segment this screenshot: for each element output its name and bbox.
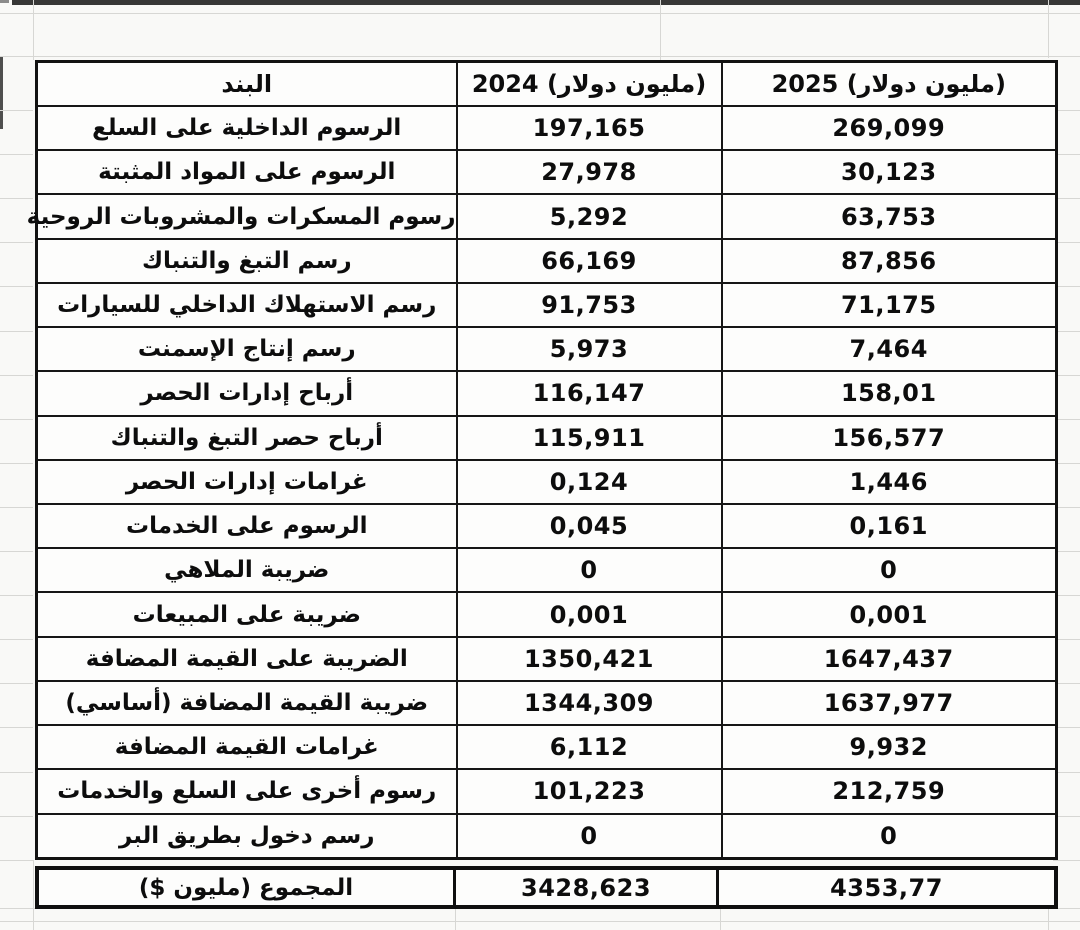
table-row — [37, 239, 1057, 283]
value-2024: 5,292 — [457, 194, 722, 238]
table-row — [37, 681, 1057, 725]
gridline — [0, 331, 33, 332]
gridline — [0, 56, 1080, 57]
gridline — [0, 727, 33, 728]
gridline — [0, 419, 33, 420]
value-2024: 5,973 — [457, 327, 722, 371]
value-2025: 1,446 — [722, 460, 1057, 504]
value-2025: 212,759 — [722, 769, 1057, 813]
value-2025: 0,001 — [722, 592, 1057, 636]
row-label: ضريبة القيمة المضافة (أساسي) — [37, 681, 457, 725]
gridline — [0, 242, 33, 243]
table-row — [37, 592, 1057, 636]
value-2024: 101,223 — [457, 769, 722, 813]
gridline — [0, 551, 33, 552]
row-label: الرسوم الداخلية على السلع — [37, 106, 457, 150]
photo-corner-mark — [0, 0, 9, 3]
table-row — [37, 283, 1057, 327]
value-2024: 197,165 — [457, 106, 722, 150]
gridline — [0, 375, 33, 376]
row-label: رسم الاستهلاك الداخلي للسيارات — [37, 283, 457, 327]
value-2025: 9,932 — [722, 725, 1057, 769]
gridline — [33, 0, 34, 60]
table-row — [37, 106, 1057, 150]
row-label: غرامات إدارات الحصر — [37, 460, 457, 504]
table-row — [37, 150, 1057, 194]
photo-left-edge-mark — [0, 57, 3, 129]
value-2024: 115,911 — [457, 416, 722, 460]
value-2024: 0,045 — [457, 504, 722, 548]
gridline — [33, 860, 34, 930]
value-2024: 0,001 — [457, 592, 722, 636]
value-2024: 6,112 — [457, 725, 722, 769]
row-label: الرسوم على الخدمات — [37, 504, 457, 548]
row-label: رسوم المسكرات والمشروبات الروحية — [37, 194, 457, 238]
gridline — [1053, 860, 1080, 861]
gridline — [0, 154, 33, 155]
budget-table — [26, 60, 1058, 860]
table-row — [37, 548, 1057, 592]
row-label: ضريبة الملاهي — [37, 548, 457, 592]
gridline — [0, 286, 33, 287]
photo-top-edge — [12, 0, 1080, 5]
value-2025: 87,856 — [722, 239, 1057, 283]
total-value-2025: 4353,77 — [830, 873, 943, 902]
row-label: الضريبة على القيمة المضافة — [37, 637, 457, 681]
table-row — [37, 194, 1057, 238]
row-label: ضريبة على المبيعات — [37, 592, 457, 636]
value-2024: 91,753 — [457, 283, 722, 327]
row-label: رسم التبغ والتنباك — [37, 239, 457, 283]
header-item-column: البند — [37, 62, 457, 107]
value-2025: 7,464 — [722, 327, 1057, 371]
gridline — [0, 921, 1080, 922]
gridline — [455, 906, 456, 930]
value-2024: 0,124 — [457, 460, 722, 504]
table-row — [37, 371, 1057, 415]
value-2024: 116,147 — [457, 371, 722, 415]
total-label: المجموع (مليون $) — [39, 870, 456, 905]
budget-table-body — [26, 106, 1057, 859]
gridline — [0, 198, 33, 199]
value-2025: 269,099 — [722, 106, 1057, 150]
value-2025: 156,577 — [722, 416, 1057, 460]
value-2024: 0 — [457, 814, 722, 859]
budget-table-header — [37, 62, 1057, 107]
row-label: أرباح حصر التبغ والتنباك — [37, 416, 457, 460]
value-2024: 0 — [457, 548, 722, 592]
header-2024-column: (مليون دولار) 2024 — [457, 62, 722, 107]
value-2024: 27,978 — [457, 150, 722, 194]
gridline — [0, 463, 33, 464]
row-label: رسم دخول بطريق البر — [37, 814, 457, 859]
table-row — [37, 460, 1057, 504]
row-label: رسم إنتاج الإسمنت — [37, 327, 457, 371]
value-2025: 71,175 — [722, 283, 1057, 327]
row-label: الرسوم على المواد المثبتة — [37, 150, 457, 194]
gridline — [0, 683, 33, 684]
gridline — [0, 639, 33, 640]
value-2025: 0 — [722, 548, 1057, 592]
header-row — [37, 62, 1057, 107]
row-label: رسوم أخرى على السلع والخدمات — [37, 769, 457, 813]
gridline — [0, 507, 33, 508]
value-2025: 63,753 — [722, 194, 1057, 238]
table-row — [37, 504, 1057, 548]
row-label: أرباح إدارات الحصر — [37, 371, 457, 415]
gridline — [660, 0, 661, 60]
value-2025: 0 — [722, 814, 1057, 859]
value-2025: 0,161 — [722, 504, 1057, 548]
gridline — [0, 816, 33, 817]
value-2024: 66,169 — [457, 239, 722, 283]
value-2025: 30,123 — [722, 150, 1057, 194]
value-2024: 1344,309 — [457, 681, 722, 725]
gridline — [0, 860, 33, 861]
row-label: غرامات القيمة المضافة — [37, 725, 457, 769]
table-row — [37, 769, 1057, 813]
gridline — [0, 595, 33, 596]
value-2024: 1350,421 — [457, 637, 722, 681]
gridline — [1048, 0, 1049, 58]
gridline — [0, 13, 1080, 14]
gridline — [0, 772, 33, 773]
gridline — [0, 110, 33, 111]
value-2025: 158,01 — [722, 371, 1057, 415]
total-row — [35, 866, 1058, 909]
table-row — [37, 416, 1057, 460]
table-row — [37, 725, 1057, 769]
table-row — [37, 327, 1057, 371]
table-row — [37, 814, 1057, 859]
gridline — [720, 906, 721, 930]
table-row — [37, 637, 1057, 681]
header-2025-column: (مليون دولار) 2025 — [722, 62, 1057, 107]
gridline — [1048, 906, 1049, 930]
total-value-2024: 3428,623 — [456, 870, 719, 905]
value-2025: 1647,437 — [722, 637, 1057, 681]
value-2025: 1637,977 — [722, 681, 1057, 725]
